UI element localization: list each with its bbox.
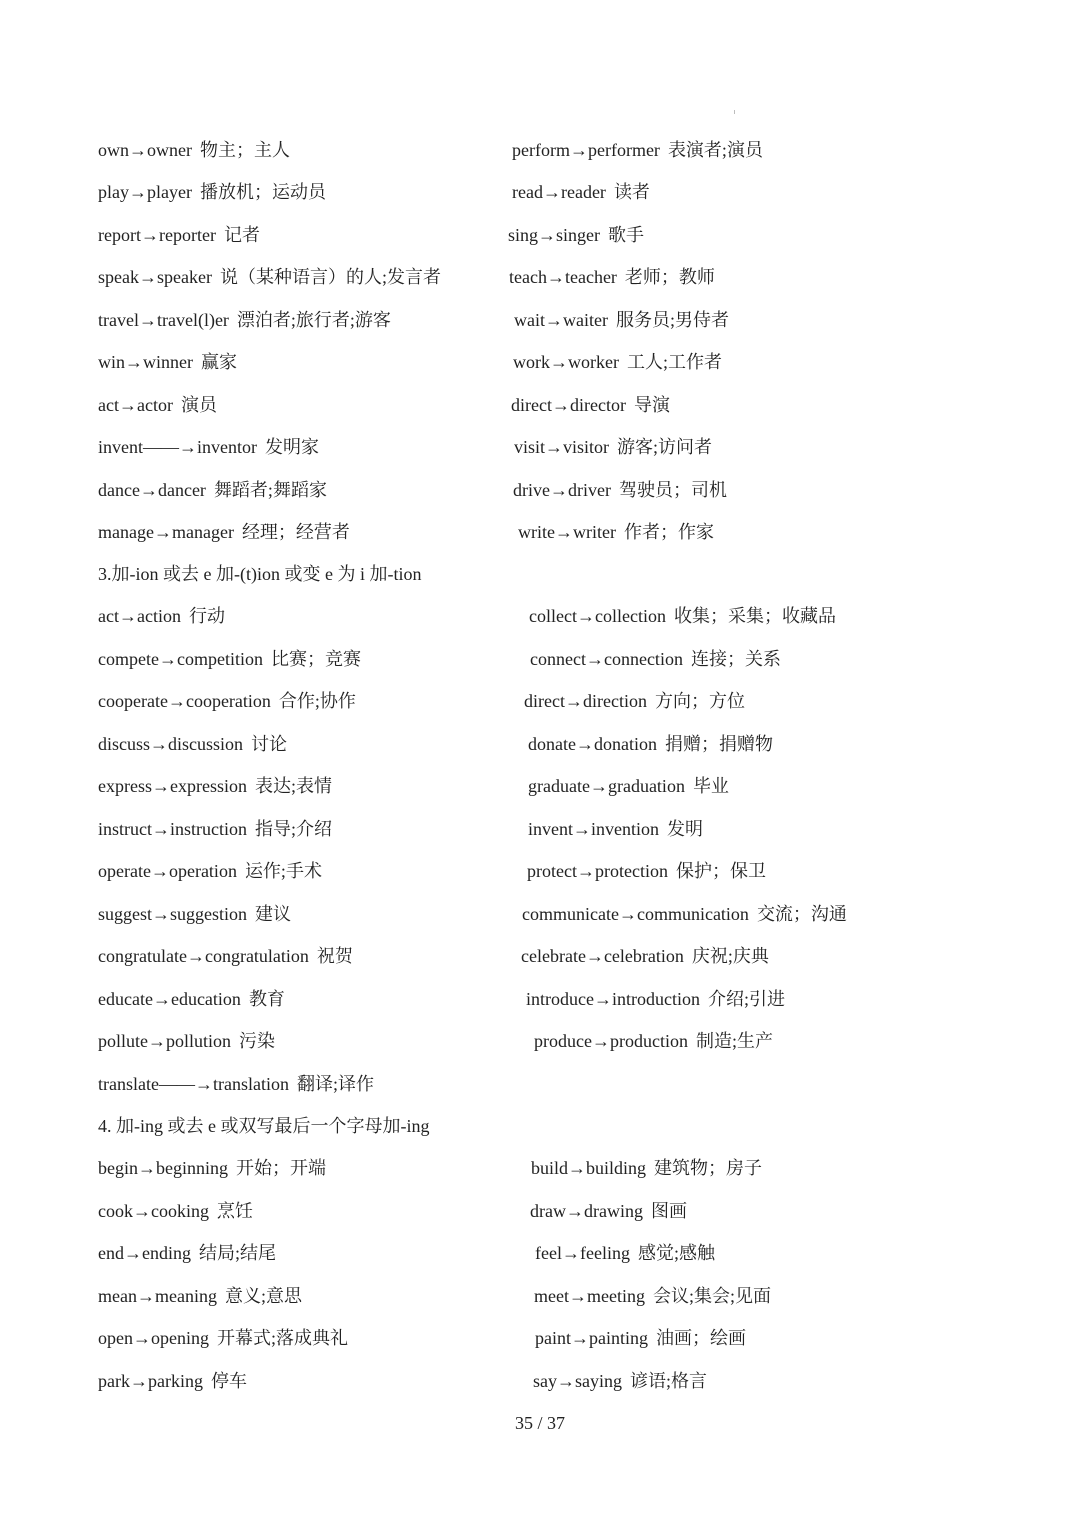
word-entry bbox=[98, 220, 260, 250]
word-meaning: 记者 bbox=[223, 224, 260, 245]
word-pair: invent——→inventor bbox=[98, 437, 257, 458]
word-meaning: 建筑物；房子 bbox=[654, 1158, 763, 1178]
word-pair: mean→meaning bbox=[98, 1285, 217, 1306]
word-entry bbox=[508, 220, 644, 250]
word-pair: donate→donation bbox=[528, 733, 657, 754]
vocab-row bbox=[0, 1238, 1080, 1268]
vocab-row bbox=[0, 1069, 1080, 1099]
word-entry bbox=[98, 771, 332, 801]
word-meaning: 交流；沟通 bbox=[756, 903, 847, 924]
word-entry bbox=[529, 601, 836, 631]
vocab-row bbox=[0, 135, 1080, 165]
word-meaning: 物主；主人 bbox=[199, 140, 290, 160]
word-meaning: 开幕式;落成典礼 bbox=[216, 1328, 348, 1349]
word-meaning: 游客;访问者 bbox=[617, 437, 713, 458]
word-entry bbox=[98, 475, 327, 505]
word-pair: paint→painting bbox=[535, 1328, 648, 1349]
word-entry bbox=[98, 814, 332, 844]
word-entry bbox=[513, 475, 727, 505]
word-meaning: 读者 bbox=[613, 182, 650, 203]
word-entry bbox=[514, 305, 729, 335]
word-pair: perform→performer bbox=[512, 140, 660, 160]
word-meaning: 方向；方位 bbox=[654, 691, 745, 711]
word-meaning: 说（某种语言）的人;发言者 bbox=[219, 267, 441, 288]
word-meaning: 服务员;男侍者 bbox=[615, 309, 729, 330]
word-pair: travel→travel(l)er bbox=[98, 309, 229, 330]
word-pair: visit→visitor bbox=[514, 437, 610, 458]
word-pair: direct→director bbox=[511, 394, 626, 415]
vocab-row bbox=[0, 220, 1080, 250]
word-meaning: 歌手 bbox=[608, 224, 644, 245]
word-meaning: 表达;表情 bbox=[254, 776, 332, 796]
word-pair: write→writer bbox=[518, 522, 616, 543]
word-entry bbox=[98, 856, 322, 886]
word-meaning: 感觉;感触 bbox=[637, 1243, 715, 1264]
word-entry bbox=[98, 390, 217, 420]
word-pair: park→parking bbox=[98, 1371, 203, 1391]
word-entry bbox=[98, 729, 287, 759]
vocab-row bbox=[0, 262, 1080, 292]
word-pair: begin→beginning bbox=[98, 1158, 228, 1178]
word-entry bbox=[527, 856, 766, 886]
word-entry bbox=[98, 984, 285, 1014]
word-entry bbox=[514, 432, 712, 462]
word-meaning: 介绍;引进 bbox=[707, 988, 785, 1009]
vocab-row bbox=[0, 1281, 1080, 1311]
word-entry bbox=[509, 262, 715, 292]
word-pair: connect→connection bbox=[530, 648, 683, 669]
scan-speck bbox=[734, 110, 735, 114]
word-entry bbox=[518, 517, 714, 547]
word-meaning: 毕业 bbox=[692, 776, 729, 796]
vocab-row bbox=[0, 177, 1080, 207]
word-meaning: 收集；采集；收藏品 bbox=[673, 606, 836, 626]
word-entry bbox=[98, 347, 237, 377]
word-pair: produce→production bbox=[534, 1031, 688, 1051]
word-meaning: 驾驶员；司机 bbox=[618, 479, 727, 500]
word-pair: operate→operation bbox=[98, 861, 237, 881]
word-entry bbox=[98, 1323, 348, 1353]
word-pair: celebrate→celebration bbox=[521, 946, 684, 966]
word-meaning: 行动 bbox=[188, 606, 225, 626]
word-entry bbox=[528, 814, 703, 844]
vocab-row bbox=[0, 856, 1080, 886]
word-pair: report→reporter bbox=[98, 224, 216, 245]
word-entry bbox=[98, 686, 356, 716]
word-pair: manage→manager bbox=[98, 522, 234, 543]
word-pair: pollute→pollution bbox=[98, 1031, 231, 1051]
word-pair: wait→waiter bbox=[514, 309, 608, 330]
word-entry bbox=[98, 305, 391, 335]
word-meaning: 老师；教师 bbox=[624, 267, 715, 288]
vocab-row bbox=[0, 941, 1080, 971]
word-meaning: 保护；保卫 bbox=[675, 861, 766, 881]
word-pair: instruct→instruction bbox=[98, 818, 247, 839]
word-meaning: 捐赠；捐赠物 bbox=[664, 733, 773, 754]
word-meaning: 祝贺 bbox=[316, 946, 353, 966]
word-entry bbox=[521, 941, 769, 971]
word-entry bbox=[530, 1196, 687, 1226]
word-pair: build→building bbox=[531, 1158, 647, 1178]
word-meaning: 油画；绘画 bbox=[655, 1328, 746, 1349]
vocab-row bbox=[0, 686, 1080, 716]
word-meaning: 污染 bbox=[239, 1031, 275, 1051]
word-pair: cooperate→cooperation bbox=[98, 691, 271, 711]
vocab-row bbox=[0, 771, 1080, 801]
word-meaning: 发明 bbox=[666, 818, 703, 839]
word-entry bbox=[98, 941, 353, 971]
word-entry bbox=[526, 984, 785, 1014]
word-meaning: 停车 bbox=[210, 1371, 247, 1391]
vocab-row bbox=[0, 729, 1080, 759]
word-pair: suggest→suggestion bbox=[98, 903, 248, 924]
word-entry bbox=[534, 1281, 771, 1311]
word-pair: graduate→graduation bbox=[528, 776, 685, 796]
word-pair: own→owner bbox=[98, 140, 192, 160]
word-meaning: 导演 bbox=[633, 394, 670, 415]
word-pair: act→action bbox=[98, 606, 181, 626]
word-pair: drive→driver bbox=[513, 479, 611, 500]
word-entry bbox=[98, 517, 350, 547]
word-pair: open→opening bbox=[98, 1328, 209, 1349]
vocab-row bbox=[0, 1366, 1080, 1396]
word-entry bbox=[98, 1026, 275, 1056]
word-entry bbox=[511, 390, 670, 420]
word-meaning: 翻译;译作 bbox=[296, 1073, 374, 1094]
word-entry bbox=[528, 771, 729, 801]
word-meaning: 指导;介绍 bbox=[254, 818, 332, 839]
word-meaning: 表演者;演员 bbox=[667, 140, 763, 160]
vocab-row bbox=[0, 517, 1080, 547]
word-pair: play→player bbox=[98, 182, 192, 203]
word-meaning: 赢家 bbox=[200, 352, 237, 373]
section-heading: 3.加-ion 或去 e 加-(t)ion 或变 e 为 i 加-tion bbox=[98, 564, 422, 584]
word-entry bbox=[98, 177, 326, 207]
word-pair: discuss→discussion bbox=[98, 733, 244, 754]
word-pair: meet→meeting bbox=[534, 1285, 645, 1306]
word-pair: compete→competition bbox=[98, 648, 263, 669]
vocab-row bbox=[0, 347, 1080, 377]
word-entry bbox=[98, 1196, 253, 1226]
word-entry bbox=[512, 177, 650, 207]
word-pair: speak→speaker bbox=[98, 267, 212, 288]
word-meaning: 庆祝;庆典 bbox=[691, 946, 769, 966]
word-meaning: 舞蹈者;舞蹈家 bbox=[213, 479, 327, 500]
vocab-row bbox=[0, 601, 1080, 631]
word-entry bbox=[98, 1366, 247, 1396]
word-meaning: 发明家 bbox=[264, 437, 319, 458]
vocab-row bbox=[0, 644, 1080, 674]
word-pair: read→reader bbox=[512, 182, 606, 203]
word-pair: translate——→translation bbox=[98, 1073, 289, 1094]
word-meaning: 运作;手术 bbox=[244, 861, 322, 881]
word-entry bbox=[530, 644, 781, 674]
word-entry bbox=[98, 1238, 276, 1268]
word-meaning: 建议 bbox=[255, 903, 292, 924]
word-pair: dance→dancer bbox=[98, 479, 206, 500]
word-entry bbox=[98, 644, 361, 674]
vocab-row bbox=[0, 305, 1080, 335]
word-pair: educate→education bbox=[98, 988, 241, 1009]
vocab-row bbox=[0, 984, 1080, 1014]
word-entry bbox=[98, 601, 225, 631]
word-meaning: 意义;意思 bbox=[224, 1285, 302, 1306]
word-pair: introduce→introduction bbox=[526, 988, 700, 1009]
word-entry bbox=[528, 729, 773, 759]
word-pair: teach→teacher bbox=[509, 267, 617, 288]
vocab-row bbox=[0, 390, 1080, 420]
word-pair: express→expression bbox=[98, 776, 247, 796]
word-pair: communicate→communication bbox=[522, 903, 749, 924]
word-pair: draw→drawing bbox=[530, 1200, 643, 1221]
word-meaning: 合作;协作 bbox=[278, 691, 356, 711]
vocab-row bbox=[0, 1323, 1080, 1353]
word-entry bbox=[98, 1069, 374, 1099]
word-meaning: 经理；经营者 bbox=[241, 522, 350, 543]
word-pair: protect→protection bbox=[527, 861, 668, 881]
vocab-row bbox=[0, 432, 1080, 462]
word-pair: collect→collection bbox=[529, 606, 666, 626]
word-pair: end→ending bbox=[98, 1243, 191, 1264]
page-number: 35 / 37 bbox=[514, 1413, 565, 1433]
vocab-row bbox=[0, 475, 1080, 505]
word-entry bbox=[533, 1366, 707, 1396]
word-entry bbox=[98, 135, 290, 165]
word-meaning: 讨论 bbox=[251, 733, 288, 754]
section-heading: 4. 加-ing 或去 e 或双写最后一个字母加-ing bbox=[98, 1116, 430, 1136]
word-meaning: 演员 bbox=[180, 394, 217, 415]
word-entry bbox=[535, 1323, 746, 1353]
word-meaning: 结局;结尾 bbox=[198, 1243, 276, 1264]
word-meaning: 教育 bbox=[248, 988, 285, 1009]
word-entry bbox=[98, 1153, 326, 1183]
word-entry bbox=[522, 899, 847, 929]
word-meaning: 制造;生产 bbox=[695, 1031, 773, 1051]
word-pair: win→winner bbox=[98, 352, 193, 373]
word-entry bbox=[98, 1281, 302, 1311]
word-meaning: 工人;工作者 bbox=[626, 352, 722, 373]
word-entry bbox=[535, 1238, 715, 1268]
vocab-row bbox=[0, 899, 1080, 929]
word-meaning: 作者；作家 bbox=[623, 522, 714, 543]
word-pair: direct→direction bbox=[524, 691, 647, 711]
vocab-row bbox=[0, 814, 1080, 844]
word-entry bbox=[534, 1026, 773, 1056]
word-entry bbox=[524, 686, 745, 716]
word-meaning: 连接；关系 bbox=[690, 648, 781, 669]
word-entry bbox=[513, 347, 722, 377]
word-pair: act→actor bbox=[98, 394, 173, 415]
word-entry bbox=[98, 432, 319, 462]
word-entry bbox=[98, 899, 291, 929]
word-meaning: 会议;集会;见面 bbox=[652, 1285, 771, 1306]
word-pair: sing→singer bbox=[508, 224, 600, 245]
word-entry bbox=[98, 262, 441, 292]
word-meaning: 图画 bbox=[650, 1200, 687, 1221]
word-pair: congratulate→congratulation bbox=[98, 946, 309, 966]
word-pair: cook→cooking bbox=[98, 1200, 209, 1221]
word-meaning: 烹饪 bbox=[216, 1200, 253, 1221]
word-pair: feel→feeling bbox=[535, 1243, 630, 1264]
word-entry bbox=[512, 135, 763, 165]
word-meaning: 谚语;格言 bbox=[630, 1371, 708, 1391]
word-entry bbox=[531, 1153, 762, 1183]
word-pair: invent→invention bbox=[528, 818, 659, 839]
word-pair: work→worker bbox=[513, 352, 619, 373]
vocab-row bbox=[0, 1153, 1080, 1183]
word-meaning: 漂泊者;旅行者;游客 bbox=[236, 309, 391, 330]
vocab-row bbox=[0, 1196, 1080, 1226]
word-meaning: 开始；开端 bbox=[235, 1158, 326, 1178]
word-meaning: 播放机；运动员 bbox=[199, 182, 326, 203]
word-pair: say→saying bbox=[533, 1371, 622, 1391]
word-meaning: 比赛；竞赛 bbox=[270, 648, 361, 669]
vocab-row bbox=[0, 1026, 1080, 1056]
